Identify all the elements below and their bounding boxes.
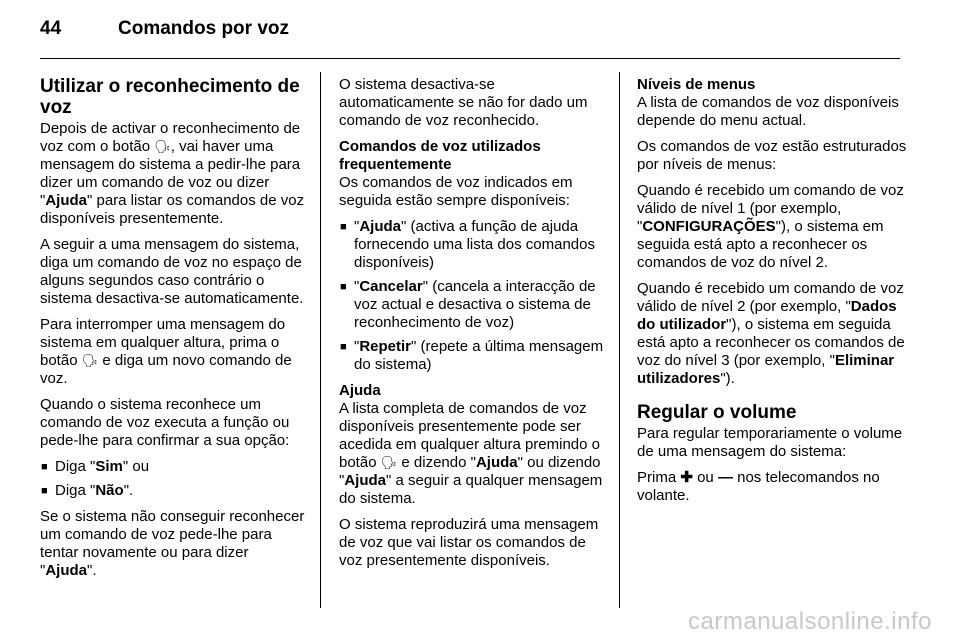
paragraph: A seguir a uma mensagem do sistema, diga um comando de voz no espaço de alguns segundos caso contrário o sistema desactiva-se automaticamente. <box>40 236 304 307</box>
plus-icon: ✚ <box>680 469 693 486</box>
page-title: Comandos por voz <box>118 18 290 39</box>
list-item: ■ Diga "Sim" ou <box>40 458 308 476</box>
paragraph: A lista de comandos de voz disponíveis depende do menu actual. <box>637 94 899 129</box>
paragraph: Os comandos de voz indicados em seguida estão sempre disponíveis: <box>339 174 573 209</box>
voice-button-icon: 🗣︎ <box>81 353 99 368</box>
paragraph: Se o sistema não conseguir reconhecer um comando de voz pede-lhe para tentar novamente ou para dizer "Ajuda". <box>40 508 305 579</box>
list-item: ■ Diga "Não". <box>40 482 308 500</box>
frequent-commands-list <box>339 218 607 374</box>
voice-button-icon: 🗣︎ <box>380 455 398 470</box>
subheading-help: Ajuda <box>339 382 381 399</box>
list-item: ■ "Cancelar" (cancela a interacção de voz actual e desactiva o sistema de reconhecimento de voz) <box>339 278 607 332</box>
header-rule <box>40 58 900 59</box>
paragraph: O sistema desactiva-se automaticamente se não for dado um comando de voz reconhecido. <box>339 76 588 129</box>
paragraph: Quando é recebido um comando de voz válido de nível 1 (por exemplo, "CONFIGURAÇÕES"), o sistema em seguida está apto a reconhecer os comandos de voz do nível 2. <box>637 182 904 271</box>
list-item: ■ "Repetir" (repete a última mensagem do sistema) <box>339 338 607 374</box>
column-divider-2 <box>619 72 620 608</box>
paragraph: Quando é recebido um comando de voz válido de nível 2 (por exemplo, "Dados do utilizador"), o sistema em seguida está apto a reconhecer os comandos de voz do nível 3 (por exemplo, "Eliminar utilizadores"). <box>637 280 905 387</box>
subheading-menu-levels: Níveis de menus <box>637 76 756 93</box>
paragraph: A lista completa de comandos de voz disponíveis presentemente pode ser acedida em qualquer altura premindo o botão 🗣︎ e dizendo "Ajuda" ou dizendo "Ajuda" a seguir a qualquer mensagem do sistema. <box>339 400 603 507</box>
paragraph: Para interromper uma mensagem do sistema em qualquer altura, prima o botão 🗣︎ e diga um novo comando de voz. <box>40 316 292 387</box>
page-number: 44 <box>40 18 62 39</box>
paragraph: Para regular temporariamente o volume de uma mensagem do sistema: <box>637 425 903 460</box>
minus-icon: — <box>717 469 733 486</box>
confirm-options-list <box>40 458 308 500</box>
column-2 <box>339 76 607 578</box>
paragraph: Depois de activar o reconhecimento de voz com o botão 🗣︎, vai haver uma mensagem do sistema a pedir-lhe para dizer um comando de voz ou dizer "Ajuda" para listar os comandos de voz disponíveis presentemente. <box>40 120 305 227</box>
page-header <box>40 18 289 40</box>
section-heading-volume: Regular o volume <box>637 402 797 423</box>
paragraph: Quando o sistema reconhece um comando de voz executa a função ou pede-lhe para confirmar a sua opção: <box>40 396 290 449</box>
voice-button-icon: 🗣︎ <box>154 139 171 154</box>
section-heading-voice-recognition: Utilizar o reconhecimento de voz <box>40 76 300 118</box>
column-divider-1 <box>320 72 321 608</box>
subheading-frequent-commands: Comandos de voz utilizados frequentemente <box>339 138 541 173</box>
column-3 <box>637 76 907 513</box>
paragraph: Prima ✚ ou — nos telecomandos no volante. <box>637 469 880 504</box>
watermark: carmanualsonline.info <box>688 608 932 635</box>
list-item: ■ "Ajuda" (activa a função de ajuda fornecendo uma lista dos comandos disponíveis) <box>339 218 607 272</box>
paragraph: Os comandos de voz estão estruturados por níveis de menus: <box>637 138 907 173</box>
column-1 <box>40 76 308 588</box>
paragraph: O sistema reproduzirá uma mensagem de voz que vai listar os comandos de voz presentemente disponíveis. <box>339 516 599 569</box>
